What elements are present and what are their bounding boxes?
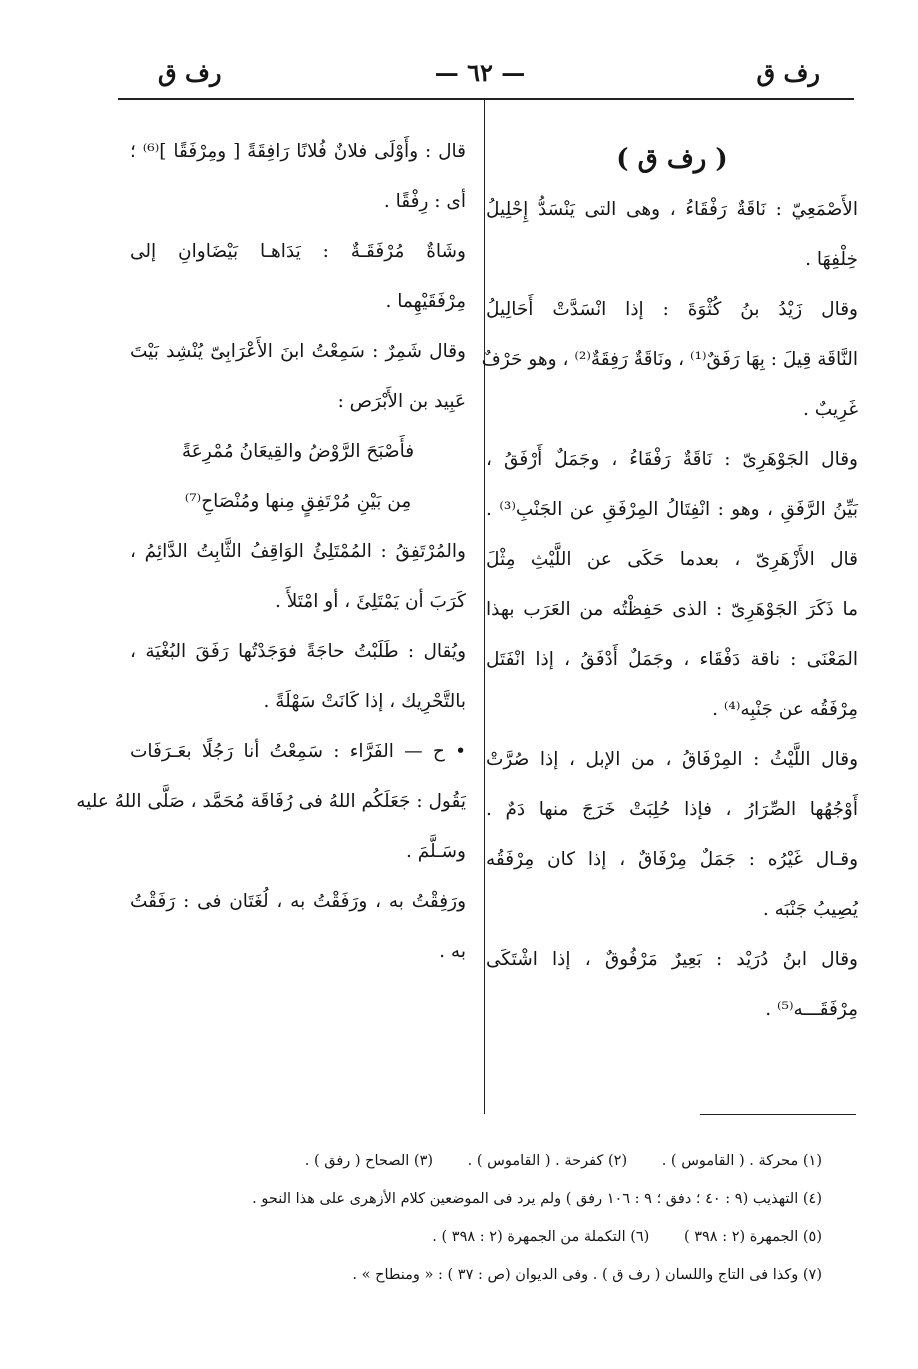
- footnote-row: [102, 1184, 822, 1222]
- text-line: وقال شَمِرٌ : سَمِعْتُ ابنَ الأَعْرَابِىّ يُنْشِد بَيْتَ: [130, 341, 466, 362]
- text-line: قال : وأَوْلَى فلانٌ فُلانًا رَافِقَةً [ ومِرْفَقًا ]⁽⁶⁾ ؛: [130, 141, 466, 162]
- header-root-right: رف ق: [756, 58, 820, 87]
- text-line: • ح — الفَرَّاء : سَمِعْتُ أنا رَجُلًا بعَـرَفَات: [130, 741, 466, 762]
- right-column: [481, 130, 858, 1038]
- text-line: والمُرْتَفِقُ : المُمْتَلِئُ الوَاقِفُ الثَّابِتُ الدَّائِمُ ،: [130, 541, 466, 562]
- page-number: — ٦٢ —: [434, 58, 526, 87]
- header-rule: [118, 98, 854, 100]
- footnote-row: [102, 1146, 822, 1184]
- text-line: النَّاقَة قِيلَ : بِهَا رَفَقٌ⁽¹⁾ ، ونَاقَةٌ رَفِقَةٌ⁽²⁾ ، وهو حَرْفٌ: [481, 349, 858, 370]
- footnote-7: (٧) وكذا فى التاج واللسان ( رف ق ) . وفى الديوان (ص : ٣٧ ) : « ومنطاح » .: [352, 1267, 822, 1283]
- text-line: وشَاةٌ مُرْفَقَـةٌ : يَدَاهـا بَيْضَاوانِ إلى: [130, 241, 466, 262]
- footnote-row: [102, 1222, 822, 1260]
- entry-title: ( رف ق ): [616, 144, 728, 174]
- text-line: قال الأَزْهَرِىّ ، بعدما حَكَى عن اللَّيْثِ مِثْلَ: [486, 549, 858, 570]
- footnote-4: (٤) التهذيب (٩ : ٤٠ ؛ دفق ؛ ٩ : ١٠٦ رفق ) ولم يرد فى الموضعين كلام الأزهرى على هذا النحو .: [252, 1191, 822, 1207]
- text-line: المَعْنَى : ناقة دَفْقَاء ، وجَمَلٌ أَدْفَقُ ، إذا انْفَتَل: [486, 649, 858, 670]
- footnote-1: (١) محركة . ( القاموس ) .: [661, 1153, 822, 1169]
- text-line: بَيِّنُ الرَّفَقِ ، وهو : انْفِتَالُ المِرْفَقِ عن الجَنْبِ⁽³⁾ .: [486, 499, 858, 520]
- footnote-row: [102, 1260, 822, 1298]
- text-line: مِرْفَقَـــه⁽⁵⁾ .: [765, 999, 858, 1020]
- text-line: الأَصْمَعِيّ : نَاقَةٌ رَفْقَاءُ ، وهى التى يَنْسَدُّ إِحْلِيلُ: [486, 199, 858, 220]
- footnote-rule: [700, 1114, 856, 1115]
- text-line: وقـال غَيْرُه : جَمَلٌ مِرْفَاقٌ ، إذا كان مِرْفَقُه: [486, 849, 858, 870]
- text-line: وسَـلَّمَ .: [405, 841, 466, 862]
- footnote-5: (٥) الجمهرة (٢ : ٣٩٨ ): [683, 1229, 822, 1245]
- footnote-3: (٣) الصحاح ( رفق ) .: [304, 1153, 434, 1169]
- footnotes: [102, 1146, 822, 1298]
- text-line: غَرِيبٌ .: [803, 399, 858, 420]
- text-line: به .: [439, 941, 466, 962]
- text-line: وقال اللَّيْثُ : المِرْفَاقُ ، من الإبل ، إذا صُرَّتْ: [486, 749, 858, 770]
- text-line: يَقُول : جَعَلَكُم اللهُ فى رُفَاقَة مُحَمَّد ، صَلَّى اللهُ عليه: [76, 791, 466, 812]
- text-line: وقال زَيْدُ بنُ كُثْوَةَ : إذا انْسَدَّتْ أَحَالِيلُ: [486, 299, 858, 320]
- text-line: يُصِيبُ جَنْبَه .: [762, 899, 858, 920]
- text-line: مِرْفَقَيْهِما .: [385, 291, 466, 312]
- text-line: بالتَّحْرِيك ، إذا كَانَتْ سَهْلَةً .: [263, 691, 466, 712]
- text-line: ويُقال : طَلَبْتُ حاجَةً فوَجَدْتُها رَفَقَ البُغْيَة ،: [130, 641, 466, 662]
- poem-verse: فأَصْبَحَ الرَّوْضُ والقِيعَانُ مُمْرِعَةً: [181, 441, 415, 462]
- footnote-6: (٦) التكملة من الجمهرة (٢ : ٣٩٨ ) .: [432, 1229, 650, 1245]
- text-line: ما ذَكَرَ الجَوْهَرِىّ : الذى حَفِظْتُه من العَرَب بهذا: [486, 599, 858, 620]
- header-root-left: رف ق: [158, 58, 222, 87]
- page-header: [110, 56, 850, 96]
- left-column: [76, 130, 466, 980]
- text-line: وقال الجَوْهَرِىّ : نَاقَةٌ رَفْقَاءُ ، وجَمَلٌ أَرْفَقُ ،: [486, 449, 858, 470]
- footnote-2: (٢) كفرحة . ( القاموس ) .: [467, 1153, 628, 1169]
- column-divider: [484, 100, 485, 1114]
- poem-verse: مِن بَيْنِ مُرْتَفِقٍ مِنها ومُنْصَاحِ⁽⁷⁾: [184, 491, 412, 512]
- text-line: كَرَبَ أن يَمْتَلِئَ ، أو امْتَلأَ .: [274, 591, 466, 612]
- text-line: أى : رِفْقًا .: [383, 191, 466, 212]
- text-line: عَبِيد بن الأَبْرَص :: [337, 391, 466, 412]
- text-line: مِرْفَقُه عن جَنْبِه⁽⁴⁾ .: [712, 699, 858, 720]
- text-line: ورَفِقْتُ به ، ورَفَقْتُ به ، لُغَتَان فى : رَفَقْتُ: [130, 891, 466, 912]
- text-line: وقال ابنُ دُرَيْد : بَعِيرٌ مَرْفُوقٌ ، إذا اشْتَكَى: [486, 949, 858, 970]
- text-line: أَوْجُهُها الصِّرَارُ ، فإذا حُلِبَتْ خَرَجَ منها دَمٌ .: [486, 799, 858, 820]
- text-line: خِلْفِهَا .: [805, 249, 858, 270]
